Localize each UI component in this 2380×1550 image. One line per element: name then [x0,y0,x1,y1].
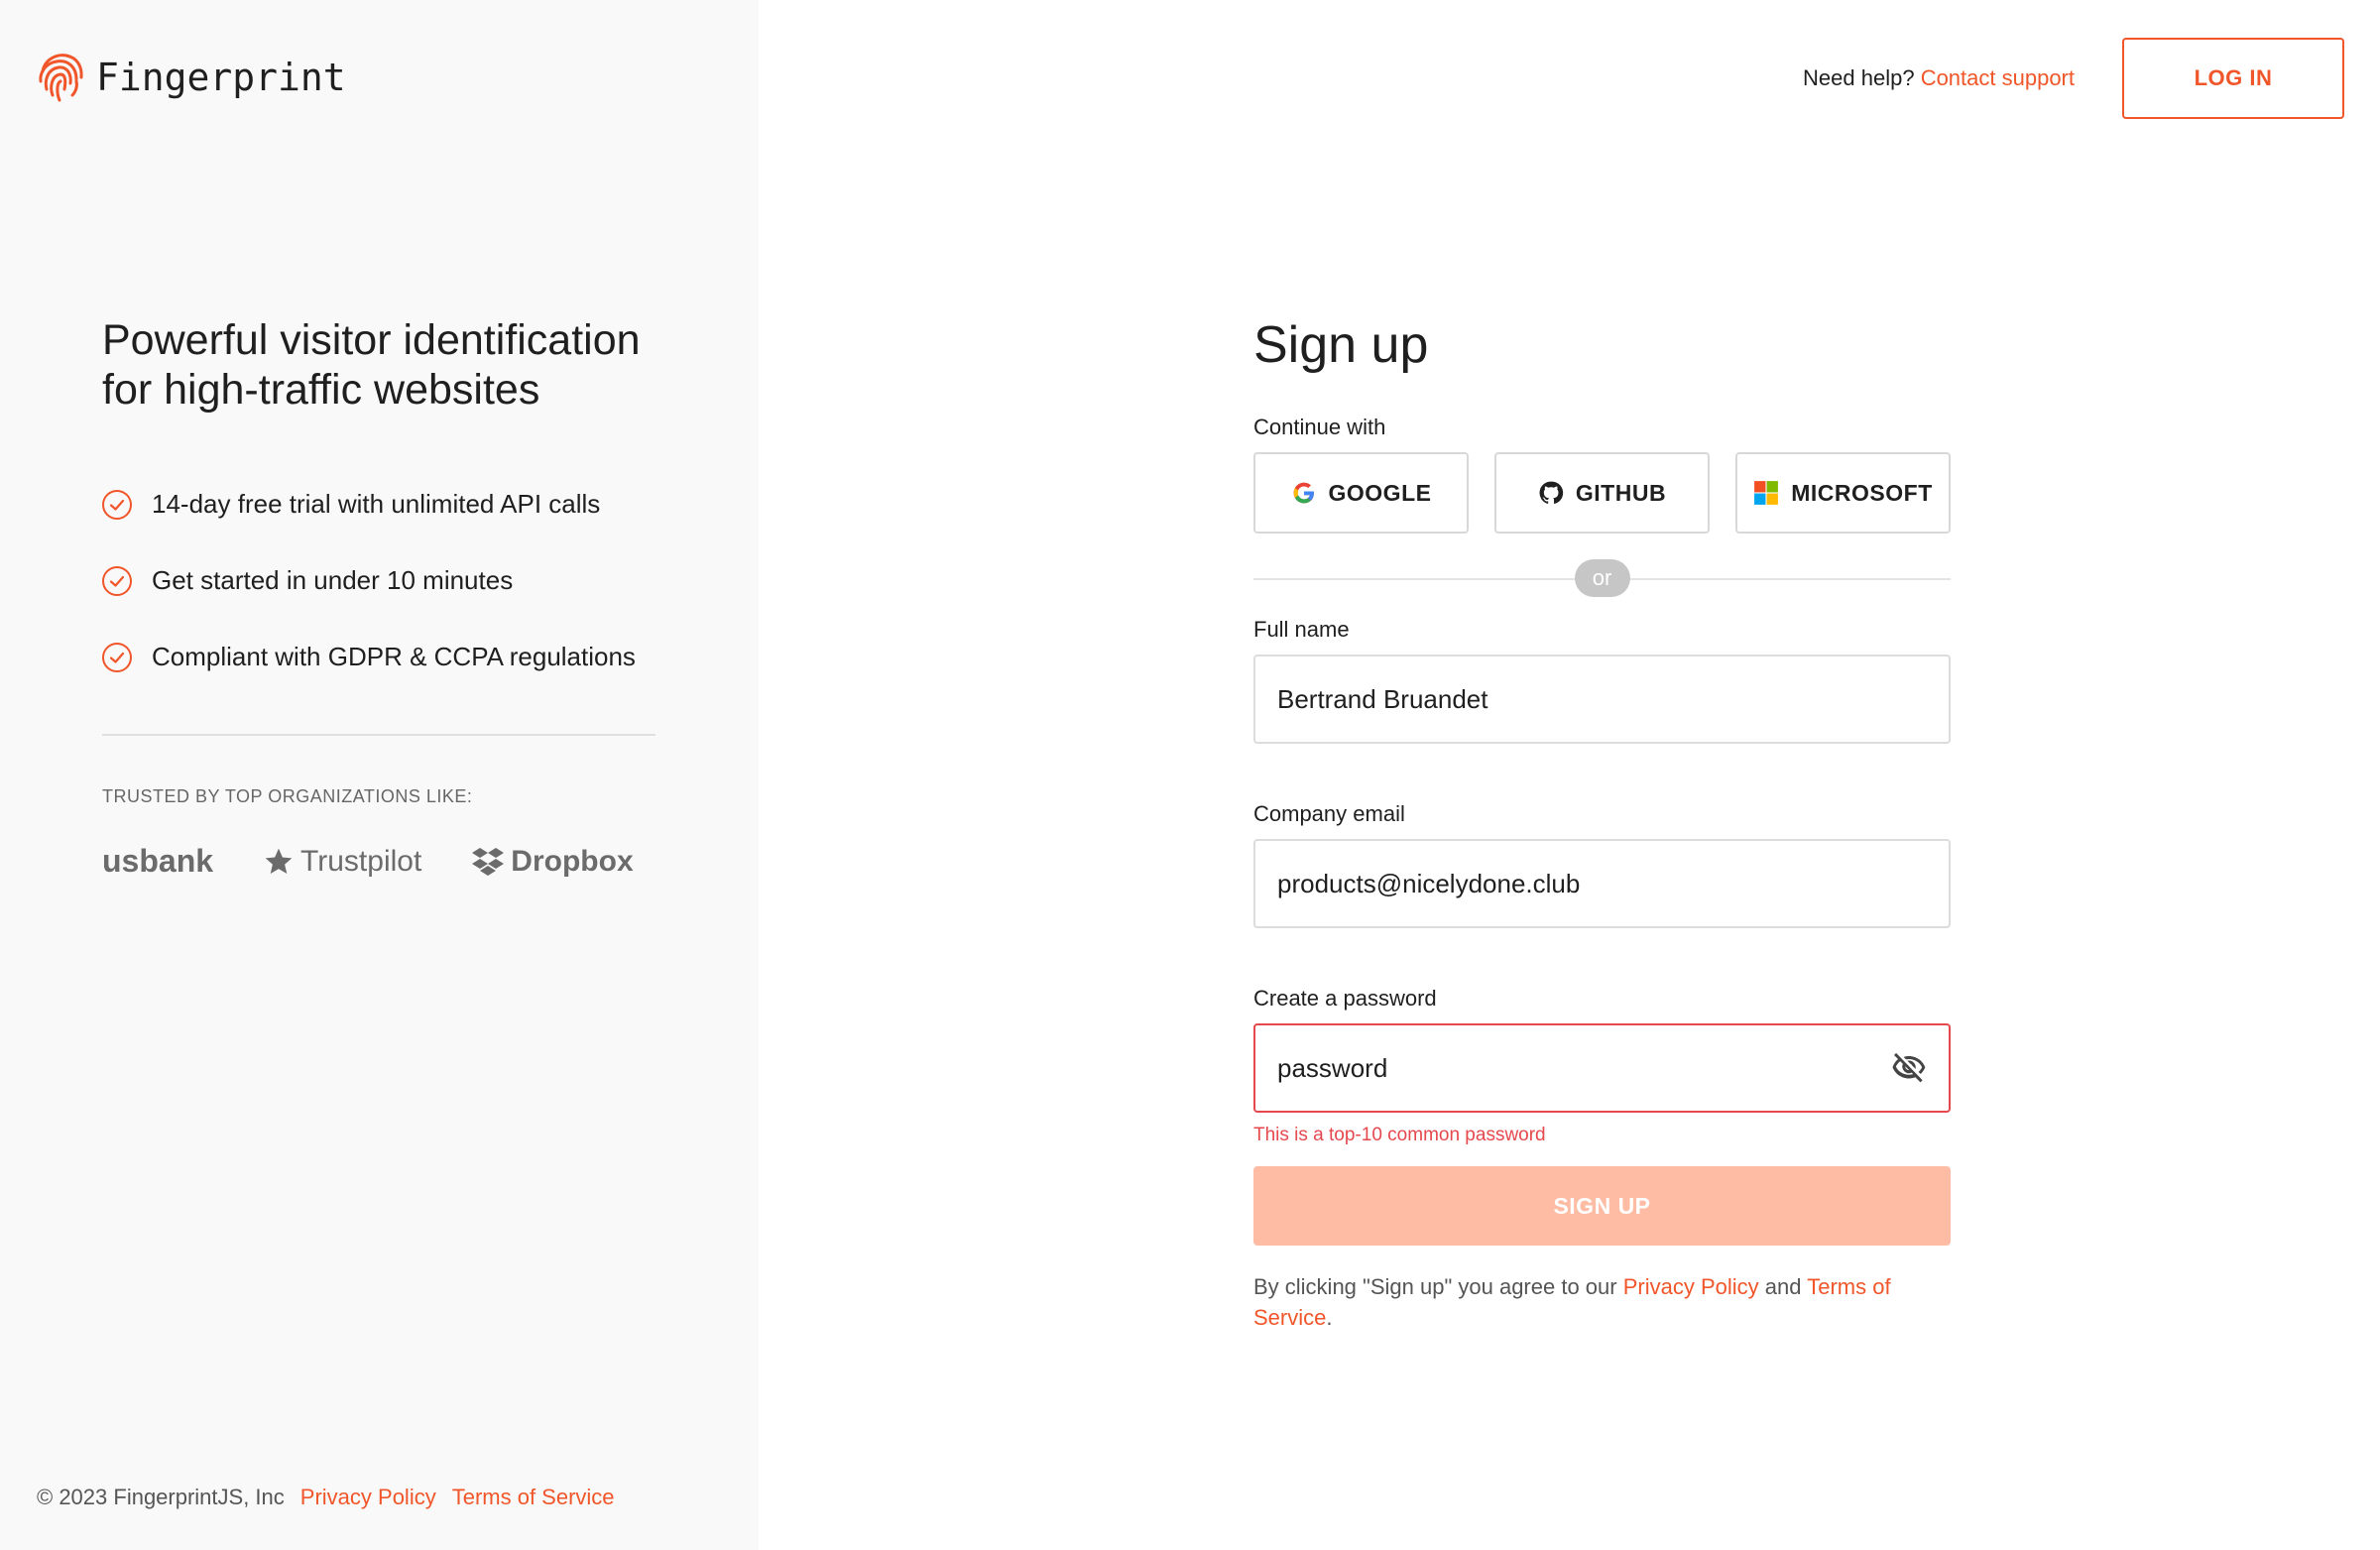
signup-form [1253,315,1951,1333]
divider [102,734,655,736]
feature-list [102,466,636,695]
trustpilot-logo [263,845,421,879]
usbank-logo [102,843,213,880]
check-circle-icon [102,490,132,520]
password-error: This is a top-10 common password [1253,1125,1546,1145]
terms-of-service-link[interactable]: Terms of Service [1253,1274,1891,1330]
check-circle-icon [102,566,132,596]
privacy-policy-link[interactable]: Privacy Policy [1622,1274,1759,1299]
dropbox-icon [471,847,505,877]
headline: Powerful visitor identification for high-traffic websites [102,316,641,414]
social-buttons [1253,452,1951,534]
microsoft-button[interactable] [1735,452,1951,534]
password-label: Create a password [1253,986,1437,1011]
help-label: Need help? [1803,65,1915,90]
star-icon [263,846,295,878]
terms-text [1253,1271,1951,1333]
feature-text: 14-day free trial with unlimited API calls [152,489,601,519]
google-label: GOOGLE [1328,479,1432,506]
fingerprint-icon [37,52,84,103]
microsoft-icon [1753,480,1779,506]
email-field[interactable] [1253,839,1951,928]
trustpilot-logo-text: Trustpilot [300,844,422,878]
feature-text: Get started in under 10 minutes [152,565,514,595]
trusted-label: TRUSTED BY TOP ORGANIZATIONS LIKE: [102,786,473,806]
google-button[interactable] [1253,452,1469,534]
feature-item [102,619,636,695]
left-panel [0,0,759,1550]
google-icon [1291,480,1317,506]
contact-support-link[interactable]: Contact support [1920,65,2075,90]
brand-logos [102,843,634,880]
password-value: password [1277,1052,1388,1083]
full-name-value: Bertrand Bruandet [1277,683,1488,714]
or-badge: or [1575,559,1630,597]
top-bar [1803,38,2380,119]
or-divider [1253,567,1951,589]
feature-text: Compliant with GDPR & CCPA regulations [152,642,636,671]
login-button[interactable]: LOG IN [2122,38,2344,119]
help-text [1803,65,2075,91]
microsoft-label: MICROSOFT [1791,479,1933,506]
dropbox-logo-text: Dropbox [511,844,634,878]
footer [37,1485,615,1510]
copyright: © 2023 FingerprintJS, Inc [37,1485,285,1509]
eye-off-icon[interactable] [1891,1050,1927,1086]
continue-with-label: Continue with [1253,415,1386,439]
logo-text: Fingerprint [96,56,346,99]
check-circle-icon [102,643,132,672]
feature-item [102,466,636,542]
terms-prefix: By clicking "Sign up" you agree to our [1253,1274,1617,1299]
github-label: GITHUB [1575,479,1667,506]
github-button[interactable] [1494,452,1710,534]
full-name-field[interactable] [1253,655,1951,744]
logo[interactable] [37,52,346,103]
footer-terms-link[interactable]: Terms of Service [451,1485,615,1509]
full-name-label: Full name [1253,617,1350,642]
terms-suffix: . [1326,1305,1333,1330]
password-field[interactable] [1253,1023,1951,1113]
signup-button[interactable]: SIGN UP [1253,1166,1951,1246]
page-title: Sign up [1253,316,1429,374]
terms-and: and [1764,1274,1802,1299]
feature-item [102,542,636,619]
email-label: Company email [1253,801,1405,826]
footer-privacy-link[interactable]: Privacy Policy [299,1485,436,1509]
usbank-logo-text: usbank [102,843,214,879]
github-icon [1538,480,1564,506]
dropbox-logo [471,845,633,879]
email-value: products@nicelydone.club [1277,868,1581,898]
